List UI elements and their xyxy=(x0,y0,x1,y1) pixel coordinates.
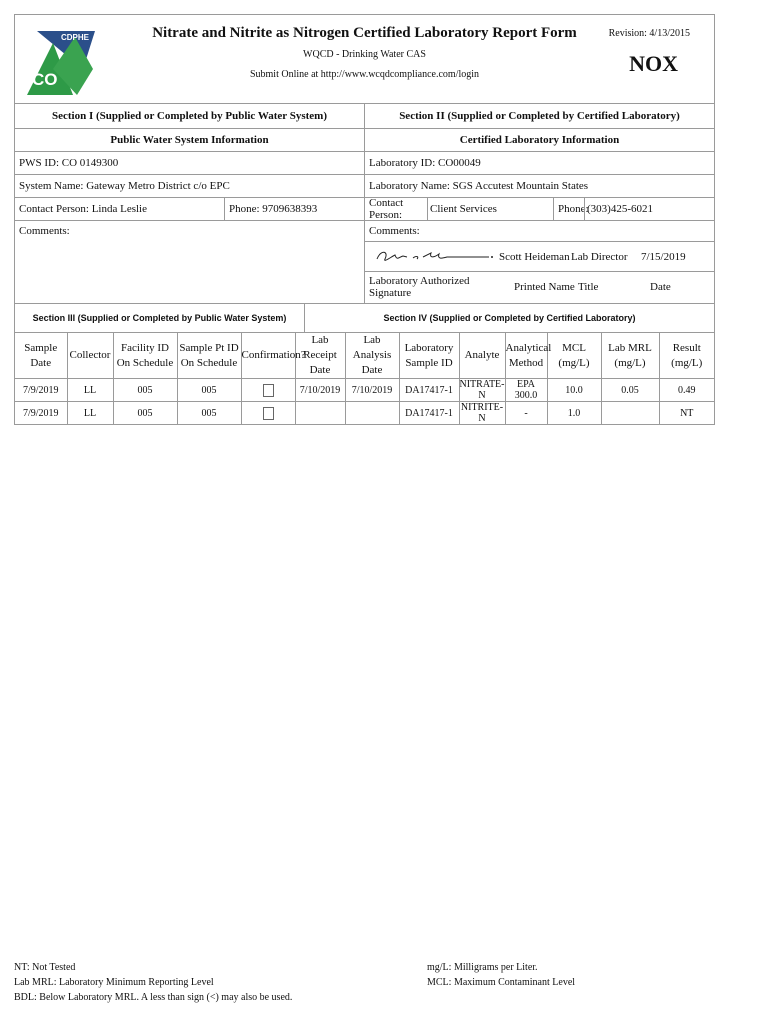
table-cell: DA17417-1 xyxy=(399,402,459,425)
table-body xyxy=(15,379,714,425)
pws-info-heading: Public Water System Information xyxy=(15,129,365,151)
lab-phone-field[interactable]: (303)425-6021 xyxy=(584,198,657,220)
lab-id-field[interactable]: Laboratory ID: CO00049 xyxy=(369,157,481,169)
table-cell: 7/9/2019 xyxy=(15,379,67,402)
logo-letters: CO xyxy=(32,70,58,89)
column-header xyxy=(345,333,399,379)
logo-label: CDPHE xyxy=(61,33,90,42)
column-header-line: Lab MRL xyxy=(608,341,652,354)
column-header-line: Date xyxy=(361,364,383,376)
column-header xyxy=(547,333,601,379)
table-cell: - xyxy=(505,402,547,425)
signature-labels-row xyxy=(365,272,714,301)
report-form xyxy=(14,14,715,425)
table-cell: 0.49 xyxy=(659,379,714,402)
confirmation-cell xyxy=(241,402,295,425)
section4-heading: Section IV (Supplied or Completed by Certified Laboratory) xyxy=(383,313,636,323)
lab-comments-field[interactable]: Comments: xyxy=(365,221,714,242)
lab-contact-label: Contact Person: xyxy=(369,197,404,221)
column-header xyxy=(659,333,714,379)
signer-title: Lab Director xyxy=(571,250,628,263)
date-label: Date xyxy=(650,280,671,293)
system-name-field[interactable]: System Name: Gateway Metro District c/o EPC xyxy=(15,175,365,197)
confirmation-checkbox[interactable] xyxy=(263,407,274,420)
table-cell: 7/10/2019 xyxy=(295,379,345,402)
lab-info-heading: Certified Laboratory Information xyxy=(459,134,620,146)
column-header xyxy=(241,333,306,379)
lab-contact-field[interactable]: Client Services xyxy=(427,198,554,220)
column-header-line: Confirmation? xyxy=(241,349,306,361)
section2-heading: Section II (Supplied or Completed by Certified Laboratory) xyxy=(399,110,680,122)
column-header-line: Laboratory xyxy=(404,341,454,354)
table-cell: 7/9/2019 xyxy=(15,402,67,425)
column-header-line: Analyte xyxy=(464,349,500,361)
footnote-mrl: Lab MRL: Laboratory Minimum Reporting Level xyxy=(14,977,214,988)
revision-date: Revision: 4/13/2015 xyxy=(608,28,690,39)
column-header xyxy=(505,333,552,379)
confirmation-checkbox[interactable] xyxy=(263,384,274,397)
pws-contact-field[interactable]: Contact Person: Linda Leslie xyxy=(15,198,225,220)
lab-name-field[interactable]: Laboratory Name: SGS Accutest Mountain States xyxy=(369,180,589,192)
column-header-line: Method xyxy=(508,356,544,369)
table-cell: EPA 300.0 xyxy=(505,379,547,402)
signature-image xyxy=(369,245,499,269)
column-header-line: (mg/L) xyxy=(671,356,703,369)
pws-id-field[interactable]: PWS ID: CO 0149300 xyxy=(15,152,365,174)
footnote-mgl: mg/L: Milligrams per Liter. xyxy=(427,962,538,973)
footer-legend-right xyxy=(427,960,575,990)
confirmation-cell xyxy=(241,379,295,402)
submit-online-link[interactable]: Submit Online at http://www.wcqdcompliance.com/login xyxy=(249,69,480,80)
table-cell: NT xyxy=(680,407,694,419)
section1-heading: Section I (Supplied or Completed by Public Water System) xyxy=(15,104,365,128)
table-cell xyxy=(295,402,345,425)
column-header-line: Sample Pt ID xyxy=(179,341,239,354)
form-code: NOX xyxy=(629,51,678,76)
column-header-line: Sample Date xyxy=(24,341,58,369)
column-header xyxy=(295,333,345,379)
signature-row xyxy=(365,242,714,272)
column-header-line: Result xyxy=(672,341,701,354)
lab-contact-row xyxy=(365,198,714,220)
form-subtitle: WQCD - Drinking Water CAS xyxy=(303,49,426,60)
table-cell xyxy=(601,402,659,425)
column-header-line: Analytical xyxy=(505,341,552,354)
table-cell: 0.05 xyxy=(601,379,659,402)
title-label: Title xyxy=(578,280,599,293)
signed-date: 7/15/2019 xyxy=(641,250,686,263)
table-cell: LL xyxy=(67,402,113,425)
column-header xyxy=(177,333,241,379)
table-cell: 005 xyxy=(177,402,241,425)
pws-contact-row xyxy=(15,198,365,220)
column-header-line: (mg/L) xyxy=(614,356,646,369)
column-header xyxy=(67,333,113,379)
lab-comments-block xyxy=(365,221,714,303)
column-header-line: (mg/L) xyxy=(558,356,590,369)
table-cell xyxy=(345,402,399,425)
signer-name: Scott Heideman xyxy=(499,250,570,263)
column-header-line: Sample ID xyxy=(405,356,453,369)
column-header-line: Date xyxy=(309,364,331,376)
table-row xyxy=(15,379,714,402)
printed-name-label: Printed Name xyxy=(514,280,575,293)
sample-results-table xyxy=(15,333,714,424)
form-header xyxy=(15,15,714,104)
footer-legend-left xyxy=(14,960,292,1005)
table-cell: 005 xyxy=(177,379,241,402)
column-header xyxy=(113,333,177,379)
column-header-line: Lab Analysis xyxy=(352,334,392,361)
signature-label: Laboratory Authorized Signature xyxy=(369,274,470,299)
section3-heading: Section III (Supplied or Completed by Public Water System) xyxy=(15,304,305,332)
column-header-line: Facility ID xyxy=(121,341,169,354)
footnote-mcl: MCL: Maximum Contaminant Level xyxy=(427,977,576,988)
column-header-line: On Schedule xyxy=(180,356,238,369)
table-row xyxy=(15,402,714,425)
table-cell: LL xyxy=(67,379,113,402)
column-header-line: Lab Receipt xyxy=(303,334,337,361)
table-cell: NITRATE-N xyxy=(459,379,505,401)
pws-phone-field[interactable]: Phone: 9709638393 xyxy=(229,203,318,215)
column-header xyxy=(601,333,659,379)
table-header-row xyxy=(15,333,714,379)
column-header-line: On Schedule xyxy=(116,356,174,369)
table-cell: 10.0 xyxy=(547,379,601,402)
footnote-bdl: BDL: Below Laboratory MRL. A less than sign (<) may also be used. xyxy=(14,992,293,1003)
table-cell: DA17417-1 xyxy=(399,379,459,402)
lab-phone-label: Phone: xyxy=(558,203,589,215)
footnote-nt: NT: Not Tested xyxy=(14,962,76,973)
form-title: Nitrate and Nitrite as Nitrogen Certified Laboratory Report Form xyxy=(152,25,577,41)
table-cell: 1.0 xyxy=(547,402,601,425)
table-cell: 7/10/2019 xyxy=(345,379,399,402)
column-header-line: Collector xyxy=(69,349,111,361)
column-header xyxy=(15,333,67,379)
table-cell: 005 xyxy=(113,379,177,402)
column-header xyxy=(459,333,505,379)
table-cell: NITRITE-N xyxy=(460,402,504,424)
column-header xyxy=(399,333,459,379)
table-cell: 005 xyxy=(113,402,177,425)
column-header-line: MCL xyxy=(562,341,586,354)
pws-comments-field[interactable]: Comments: xyxy=(15,221,365,303)
